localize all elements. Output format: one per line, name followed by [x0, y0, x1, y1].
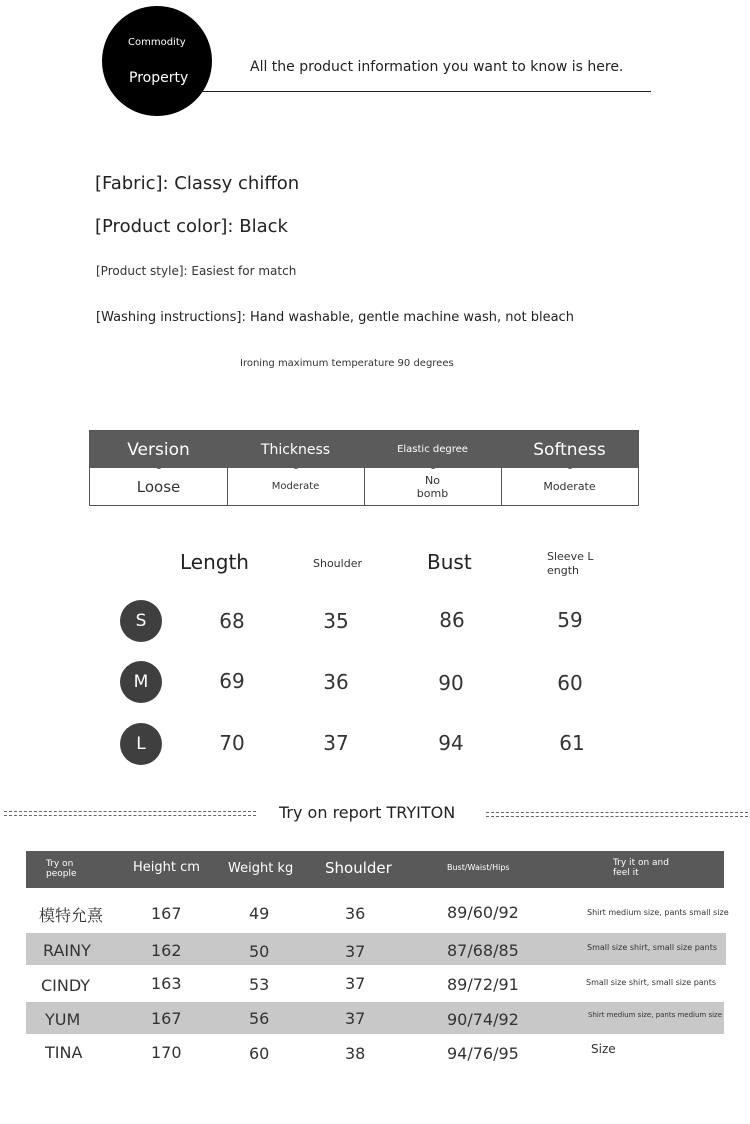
table-row-shoulder: 37 [345, 942, 366, 961]
size-l-bust: 94 [438, 731, 464, 755]
elastic-value: No bomb [416, 473, 449, 500]
properties-values [90, 468, 638, 505]
size-s-bust: 86 [439, 608, 465, 632]
try-on-title: Try on report TRYITON [279, 803, 456, 822]
table-row-feel: Shirt medium size, pants medium size [588, 1011, 723, 1019]
softness-value: Moderate [543, 480, 596, 493]
try-on-divider-left [4, 815, 256, 816]
size-m-sleeve: 60 [557, 671, 583, 695]
size-col-sleeve: Sleeve L ength [547, 550, 594, 577]
table-row-height: 162 [151, 941, 182, 960]
table-row-weight: 60 [249, 1044, 270, 1063]
badge-bottom-text: Property [129, 70, 189, 86]
size-m-badge: M [120, 661, 162, 703]
table-row-height: 167 [151, 1009, 182, 1028]
fabric-attribute: [Fabric]: Classy chiffon [95, 173, 300, 194]
elastic-header: Elastic degree [397, 444, 468, 455]
color-attribute: [Product color]: Black [95, 216, 288, 237]
size-m-length: 69 [219, 669, 245, 693]
table-row-weight: 49 [249, 904, 270, 923]
table-row-name: TINA [45, 1043, 83, 1062]
size-l-badge: L [120, 723, 162, 765]
table-row-shoulder: 36 [345, 904, 366, 923]
table-row-name: 模特允熹 [39, 906, 104, 925]
table-row-shoulder: 38 [345, 1044, 366, 1063]
table-row-name: YUM [45, 1010, 81, 1029]
size-col-bust: Bust [427, 550, 472, 574]
table-row-weight: 56 [249, 1009, 270, 1028]
size-s-badge: S [120, 600, 162, 642]
table-row-feel: Small size shirt, small size pants [587, 943, 718, 952]
try-on-header-people: Try on people [46, 859, 77, 879]
try-on-header-height: Height cm [133, 860, 200, 875]
size-col-length: Length [180, 550, 249, 574]
try-on-header-weight: Weight kg [228, 861, 294, 876]
try-on-header-feel: Try it on and feel it [613, 858, 669, 878]
table-row-bwh: 89/60/92 [447, 903, 519, 922]
table-row-height: 163 [151, 974, 182, 993]
commodity-property-badge [102, 6, 212, 116]
properties-header [90, 431, 638, 468]
try-on-divider-right [486, 816, 748, 817]
table-row-shoulder: 37 [345, 974, 366, 993]
try-on-header [26, 851, 724, 888]
size-m-bust: 90 [438, 671, 464, 695]
size-l-sleeve: 61 [559, 731, 585, 755]
table-row-bwh: 87/68/85 [447, 941, 519, 960]
try-on-header-bwh: Bust/Waist/Hips [447, 863, 510, 872]
try-on-header-shoulder: Shoulder [325, 859, 392, 877]
washing-attribute: [Washing instructions]: Hand washable, gentle machine wash, not bleach [96, 310, 574, 325]
table-row-weight: 53 [249, 975, 270, 994]
table-row-height: 170 [151, 1043, 182, 1062]
softness-header: Softness [533, 439, 606, 460]
table-row-weight: 50 [249, 942, 270, 961]
size-s-sleeve: 59 [557, 608, 583, 632]
table-row-feel: Shirt medium size, pants small size [587, 908, 729, 917]
size-s-length: 68 [219, 609, 245, 633]
table-row-bwh: 90/74/92 [447, 1010, 519, 1029]
header-divider [200, 91, 651, 92]
try-on-divider-left [4, 811, 256, 812]
properties-table [89, 430, 639, 506]
version-value: Loose [136, 477, 181, 496]
header-tagline: All the product information you want to know is here. [250, 59, 624, 75]
size-m-shoulder: 36 [323, 670, 349, 694]
table-row-bwh: 94/76/95 [447, 1044, 519, 1063]
size-s-shoulder: 35 [323, 609, 349, 633]
badge-top-text: Commodity [128, 37, 186, 48]
version-header: Version [127, 439, 190, 460]
table-row-bwh: 89/72/91 [447, 975, 519, 994]
table-row-name: RAINY [43, 941, 91, 960]
thickness-header: Thickness [260, 441, 331, 458]
table-row-feel: Size [591, 1042, 616, 1056]
table-row-name: CINDY [41, 976, 91, 995]
try-on-divider-right [486, 812, 748, 813]
table-row-feel: Small size shirt, small size pants [586, 978, 717, 987]
thickness-value: Moderate [271, 481, 320, 492]
size-col-shoulder: Shoulder [313, 557, 362, 570]
table-row-shoulder: 37 [345, 1009, 366, 1028]
size-l-length: 70 [219, 731, 245, 755]
ironing-attribute: Ironing maximum temperature 90 degrees [240, 358, 454, 369]
style-attribute: [Product style]: Easiest for match [96, 264, 297, 278]
size-l-shoulder: 37 [323, 731, 349, 755]
table-row-height: 167 [151, 904, 182, 923]
